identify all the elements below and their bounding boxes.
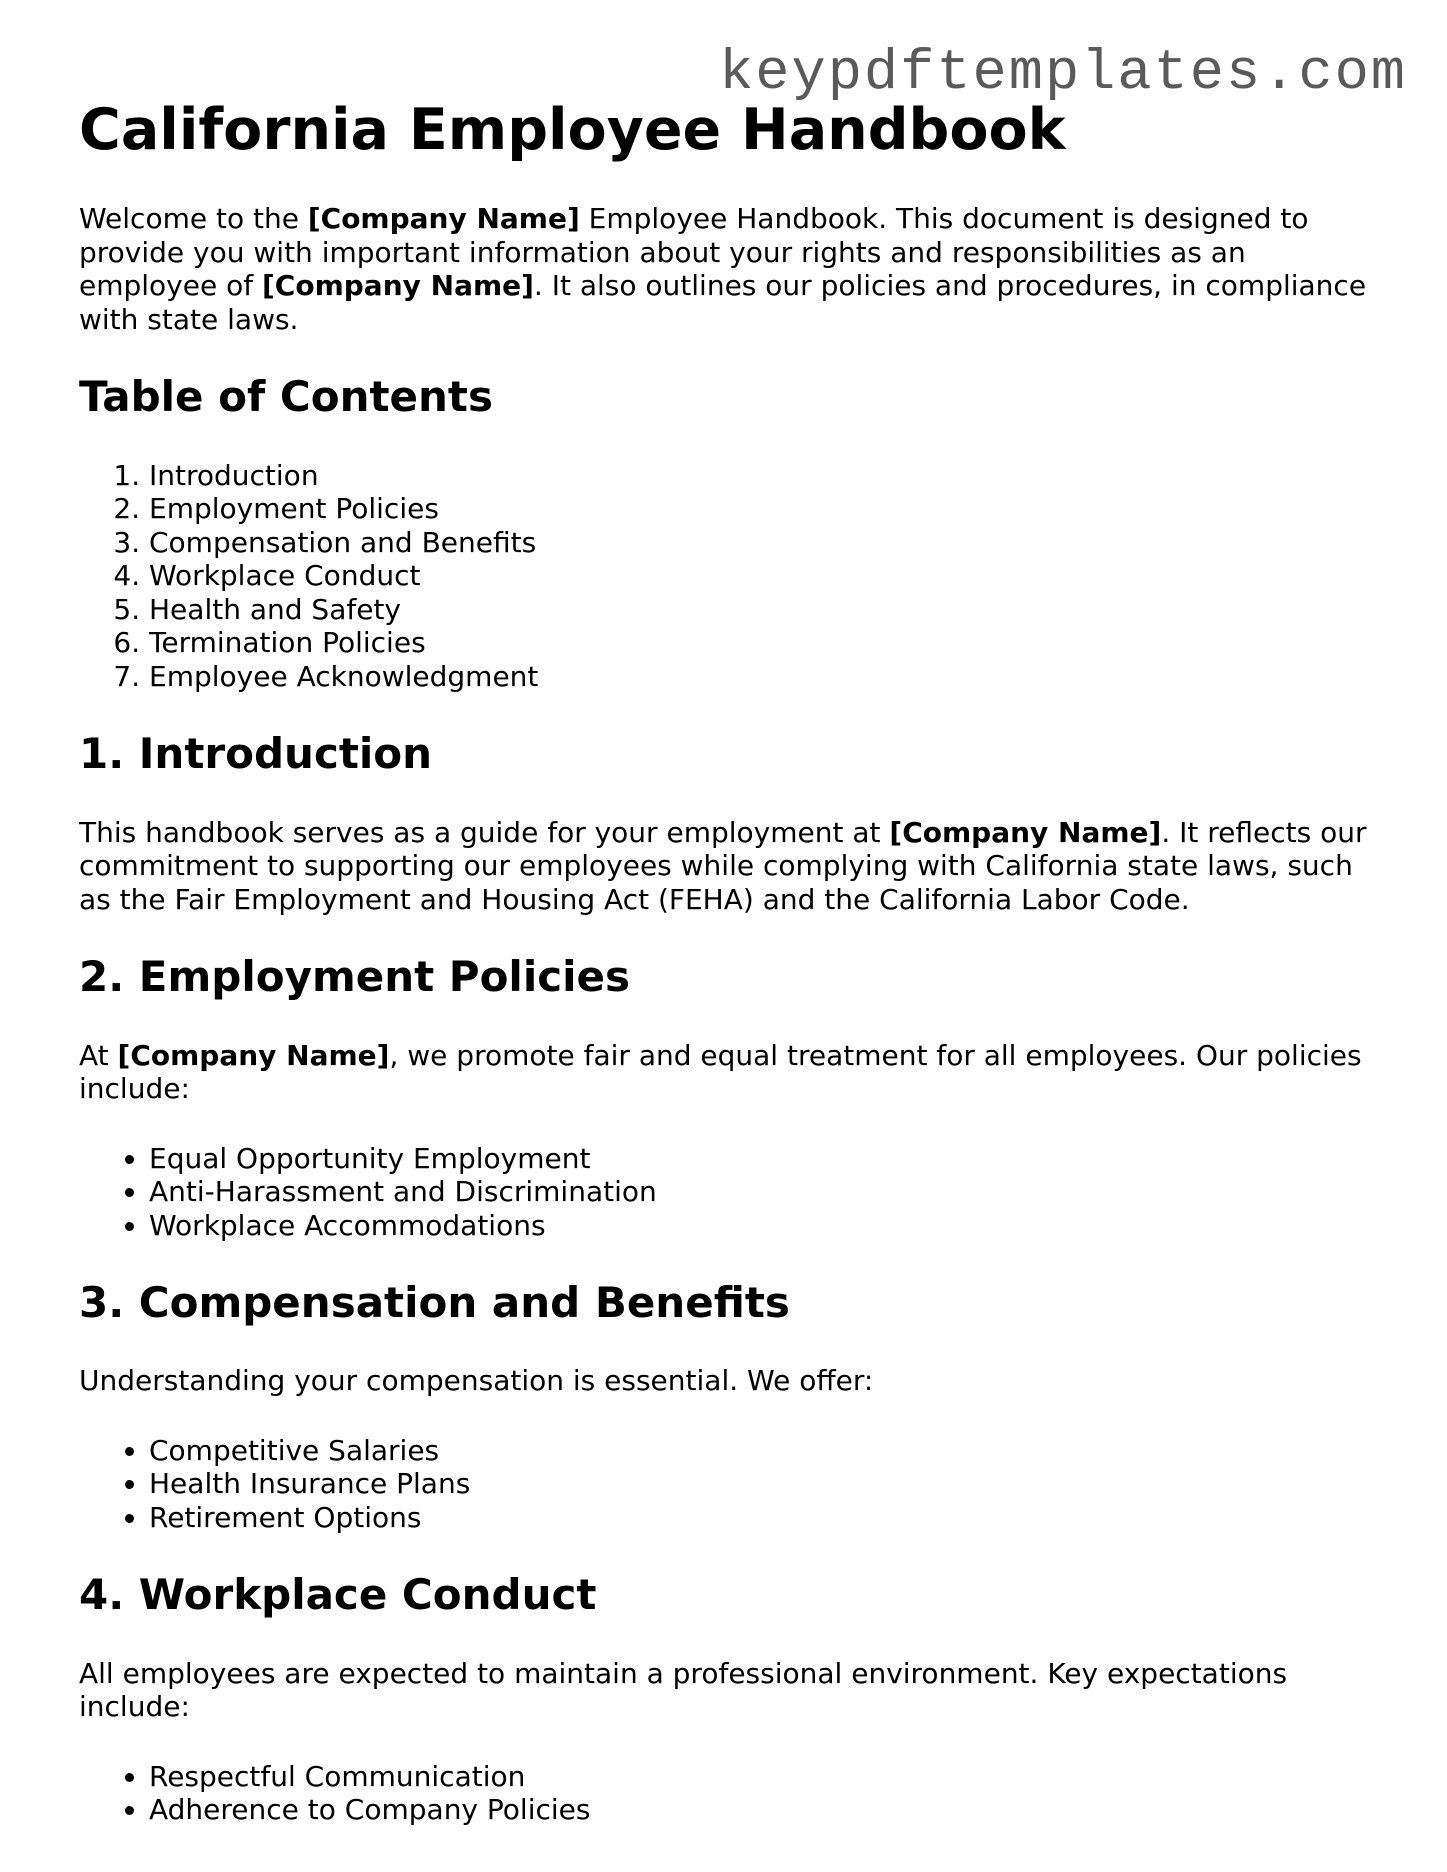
section-text: This handbook serves as a guide for your employment at	[79, 815, 890, 849]
company-name-placeholder: [Company Name]	[117, 1038, 390, 1072]
employment-policies-list	[79, 1142, 1379, 1243]
compensation-list	[79, 1434, 1379, 1535]
toc-heading: Table of Contents	[79, 372, 494, 422]
section-heading-workplace-conduct: 4. Workplace Conduct	[79, 1570, 597, 1620]
toc-item: 2. Employment Policies	[149, 492, 1379, 526]
section-text: , we promote fair and equal treatment for all employees. Our policies include:	[79, 1038, 1362, 1106]
list-item: • Competitive Salaries	[149, 1434, 1379, 1468]
toc-list	[79, 459, 1379, 694]
list-item: • Equal Opportunity Employment	[149, 1142, 1379, 1176]
list-item: • Respectful Communication	[149, 1760, 1379, 1794]
workplace-conduct-list	[79, 1760, 1379, 1827]
section-text: . It reflects our commitment to supporting our employees while complying with California state laws, such as the Fair Employment and Housing Act (FEHA) and the California Labor Code.	[79, 815, 1367, 916]
toc-item: 5. Health and Safety	[149, 593, 1379, 627]
workplace-conduct-paragraph: All employees are expected to maintain a professional environment. Key expectations include:	[79, 1656, 1288, 1724]
toc-item: 6. Termination Policies	[149, 626, 1379, 660]
list-item: • Health Insurance Plans	[149, 1467, 1379, 1501]
toc-item: 4. Workplace Conduct	[149, 559, 1379, 593]
list-item: • Retirement Options	[149, 1501, 1379, 1535]
watermark: keypdftemplates.com	[719, 42, 1407, 106]
list-item: • Workplace Accommodations	[149, 1209, 1379, 1243]
toc-item: 3. Compensation and Benefits	[149, 526, 1379, 560]
employment-policies-paragraph	[79, 1039, 1379, 1106]
company-name-placeholder: [Company Name]	[262, 269, 534, 303]
toc-item: 1. Introduction	[149, 459, 1379, 493]
compensation-paragraph: Understanding your compensation is essential. We offer:	[79, 1364, 874, 1398]
introduction-paragraph	[79, 816, 1379, 917]
company-name-placeholder: [Company Name]	[307, 202, 580, 236]
section-heading-introduction: 1. Introduction	[79, 729, 433, 779]
intro-text: Employee Handbook. This document is designed to provide you with important information about your rights and responsibilities as an employee of	[79, 202, 1309, 303]
intro-text: Welcome to the	[79, 202, 308, 236]
toc-item: 7. Employee Acknowledgment	[149, 660, 1379, 694]
list-item: • Anti-Harassment and Discrimination	[149, 1175, 1379, 1209]
section-heading-compensation-benefits: 3. Compensation and Benefits	[79, 1278, 790, 1328]
intro-text: . It also outlines our policies and procedures, in compliance with state laws.	[79, 269, 1367, 336]
company-name-placeholder: [Company Name]	[889, 815, 1162, 849]
page-title: California Employee Handbook	[79, 97, 1066, 163]
section-text: At	[79, 1038, 118, 1072]
list-item: • Adherence to Company Policies	[149, 1793, 1379, 1827]
section-heading-employment-policies: 2. Employment Policies	[79, 952, 631, 1002]
document-page	[79, 96, 1379, 1863]
intro-paragraph	[79, 202, 1379, 336]
